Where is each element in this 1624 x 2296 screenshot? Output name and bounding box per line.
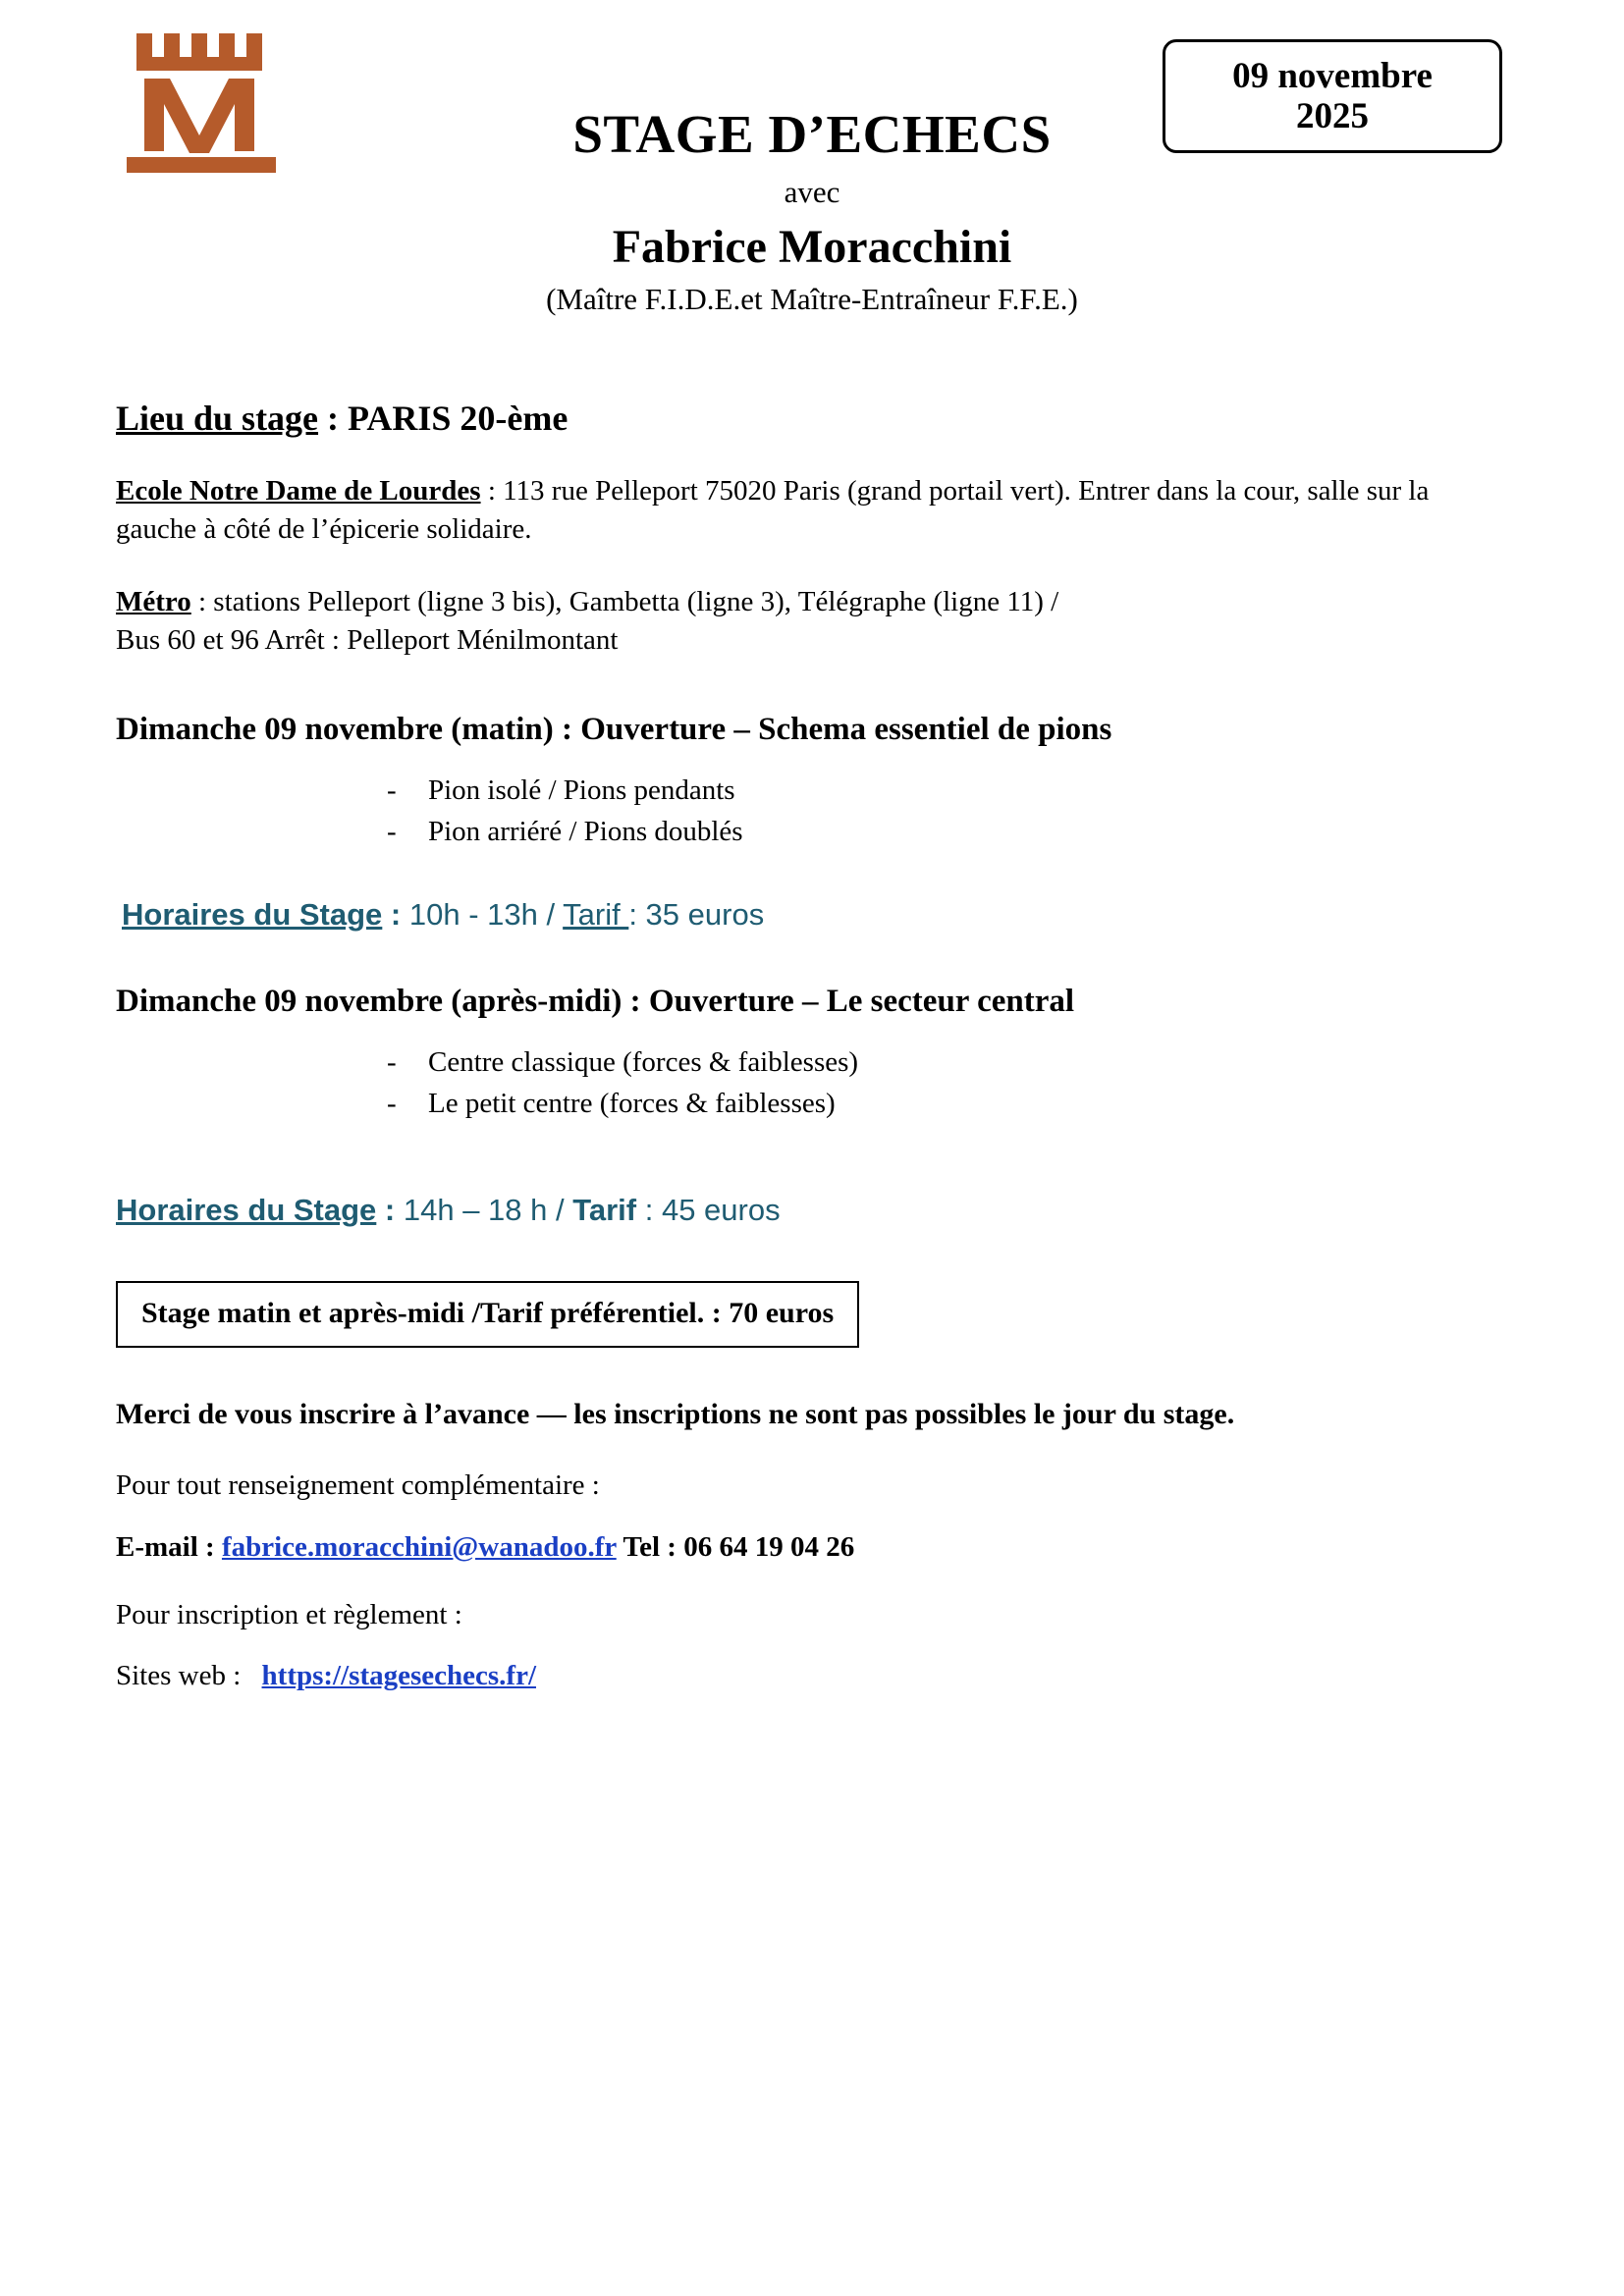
session-1-title: Dimanche 09 novembre (matin) : Ouverture – Schema essentiel de pions <box>116 711 1112 747</box>
website-label: Sites web : <box>116 1660 248 1692</box>
session-2-title: Dimanche 09 novembre (après-midi) : Ouverture – Le secteur central <box>116 983 1075 1019</box>
list-item <box>387 811 1508 852</box>
session-2-schedule-value: 14h – 18 h / <box>395 1192 573 1227</box>
session-2-topics <box>116 1041 1508 1124</box>
place-value: PARIS 20-ème <box>348 398 568 438</box>
speaker-credentials: (Maître F.I.D.E.et Maître-Entraîneur F.F.E.) <box>546 281 1078 316</box>
session-1-schedule <box>116 897 1508 933</box>
session-2-schedule-colon: : <box>376 1192 396 1227</box>
transport-info <box>116 583 1508 661</box>
list-item <box>387 1083 1508 1124</box>
notice-text: Merci de vous inscrire à l’avance — les inscriptions ne sont pas possibles le jour du stage <box>116 1397 1227 1430</box>
registration-line: Pour inscription et règlement : <box>116 1599 462 1631</box>
registration-notice <box>116 1395 1508 1435</box>
place-heading <box>116 398 1508 439</box>
session-1-tarif-label: Tarif <box>563 896 629 932</box>
page-title: STAGE D’ECHECS <box>572 104 1052 164</box>
place-separator: : <box>318 398 349 438</box>
date-line-1: 09 novembre <box>1232 55 1433 96</box>
school-text: : 113 rue Pelleport 75020 Paris (grand portail vert). Entrer dans la cour, salle sur la gauche à côté de l’épicerie solidaire. <box>116 474 1430 546</box>
phone-number: Tel : 06 64 19 04 26 <box>616 1531 855 1564</box>
notice-period: . <box>1226 1397 1235 1430</box>
metro-text: : stations Pelleport (ligne 3 bis), Gambetta (ligne 3), Télégraphe (ligne 11) / <box>190 585 1059 617</box>
session-1-topic-2: Pion arriéré / Pions doublés <box>428 815 743 847</box>
session-2-schedule <box>116 1193 1508 1228</box>
school-address <box>116 472 1508 550</box>
session-1-topics <box>116 770 1508 852</box>
session-1-schedule-label: Horaires du Stage <box>122 896 383 932</box>
email-label: E-mail : <box>116 1531 222 1564</box>
session-1-tarif-value: : 35 euros <box>628 896 765 932</box>
website-line <box>116 1660 1508 1692</box>
session-1-topic-1: Pion isolé / Pions pendants <box>428 774 735 806</box>
dash-bullet: - <box>387 1087 397 1119</box>
metro-label: Métro <box>116 585 191 617</box>
date-badge <box>1163 39 1502 153</box>
session-2-topic-1: Centre classique (forces & faiblesses) <box>428 1045 859 1078</box>
website-link[interactable]: https://stagesechecs.fr/ <box>261 1660 536 1692</box>
session-2-tarif-label: Tarif <box>572 1192 637 1227</box>
contact-line <box>116 1531 1508 1564</box>
session-1-schedule-colon: : <box>382 896 402 932</box>
session-2-schedule-label: Horaires du Stage <box>116 1192 377 1227</box>
email-link[interactable]: fabrice.moracchini@wanadoo.fr <box>221 1531 617 1564</box>
document-body <box>116 317 1508 1692</box>
title-avec: avec <box>784 174 840 209</box>
place-label: Lieu du stage <box>116 398 319 438</box>
info-line: Pour tout renseignement complémentaire : <box>116 1469 600 1502</box>
session-2-topic-2: Le petit centre (forces & faiblesses) <box>428 1087 836 1119</box>
dash-bullet: - <box>387 1045 397 1078</box>
school-label: Ecole Notre Dame de Lourdes <box>116 474 481 507</box>
combined-price-box: Stage matin et après-midi /Tarif préférentiel. : 70 euros <box>116 1281 859 1348</box>
bus-text: Bus 60 et 96 Arrêt : Pelleport Ménilmontant <box>116 624 619 657</box>
dash-bullet: - <box>387 774 397 806</box>
list-item <box>387 1041 1508 1083</box>
session-2-tarif-value: : 45 euros <box>636 1192 781 1227</box>
dash-bullet: - <box>387 815 397 847</box>
session-1-schedule-value: 10h - 13h / <box>401 896 564 932</box>
list-item <box>387 770 1508 811</box>
date-line-2: 2025 <box>1296 96 1369 136</box>
chess-rook-monogram-logo <box>113 27 290 185</box>
speaker-name: Fabrice Moracchini <box>612 220 1012 273</box>
